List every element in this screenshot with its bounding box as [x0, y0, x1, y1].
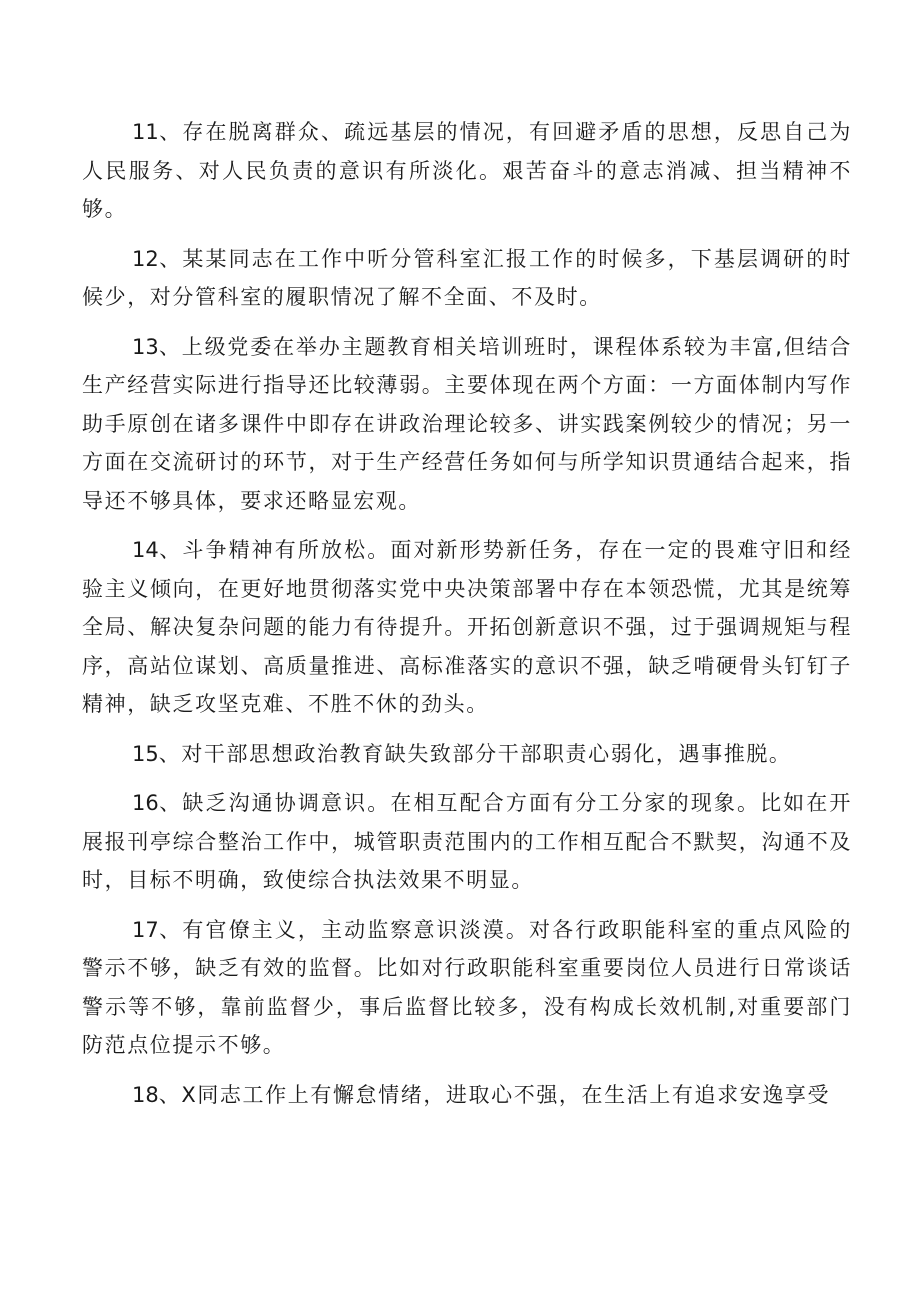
paragraph-number: 16 [132, 791, 159, 815]
paragraph-number: 15 [132, 741, 159, 766]
paragraph-13 [82, 328, 852, 521]
paragraph-text: 、有官僚主义，主动监察意识淡漠。对各行政职能科室的重点风险的警示不够，缺乏有效的监督。比如对行政职能科室重要岗位人员进行日常谈话警示等不够，靠前监督少，事后监督比较多，没有构成长效机制,对重要部门防范点位提示不够。 [82, 917, 852, 1057]
paragraph-text: 、某某同志在工作中听分管科室汇报工作的时候多，下基层调研的时候少，对分管科室的履职情况了解不全面、不及时。 [82, 246, 852, 309]
paragraph-number: 14 [132, 538, 159, 562]
paragraph-text: 、斗争精神有所放松。面对新形势新任务，存在一定的畏难守旧和经验主义倾向，在更好地贯彻落实党中央决策部署中存在本领恐慌，尤其是统筹全局、解决复杂问题的能力有待提升。开拓创新意识不强，过于强调规矩与程序，高站位谋划、高质量推进、高标准落实的意识不强，缺乏啃硬骨头钉钉子精神，缺乏攻坚克难、不胜不休的劲头。 [82, 538, 852, 716]
paragraph-18 [82, 1076, 852, 1115]
paragraph-16 [82, 784, 852, 900]
paragraph-11 [82, 113, 852, 229]
paragraph-number: 13 [132, 334, 159, 359]
paragraph-number: 18 [132, 1082, 159, 1107]
paragraph-14 [82, 531, 852, 724]
paragraph-text: 、缺乏沟通协调意识。在相互配合方面有分工分家的现象。比如在开展报刊亭综合整治工作中，城管职责范围内的工作相互配合不默契，沟通不及时，目标不明确，致使综合执法效果不明显。 [82, 791, 852, 892]
paragraph-17 [82, 911, 852, 1065]
paragraph-number: 12 [132, 246, 159, 271]
paragraph-15 [82, 735, 852, 774]
paragraph-text: 、X同志工作上有懈怠情绪，进取心不强，在生活上有追求安逸享受 [158, 1082, 831, 1107]
paragraph-text: 、存在脱离群众、疏远基层的情况，有回避矛盾的思想，反思自己为人民服务、对人民负责的意识有所淡化。艰苦奋斗的意志消减、担当精神不够。 [82, 120, 852, 221]
document-body [82, 113, 852, 1125]
paragraph-number: 11 [132, 120, 159, 144]
paragraph-number: 17 [132, 917, 159, 942]
paragraph-text: 、对干部思想政治教育缺失致部分干部职责心弱化，遇事推脱。 [158, 741, 792, 766]
paragraph-12 [82, 240, 852, 317]
paragraph-text: 、上级党委在举办主题教育相关培训班时，课程体系较为丰富,但结合生产经营实际进行指导还比较薄弱。主要体现在两个方面：一方面体制内写作助手原创在诸多课件中即存在讲政治理论较多、讲实践案例较少的情况；另一方面在交流研讨的环节，对于生产经营任务如何与所学知识贯通结合起来，指导还不够具体，要求还略显宏观。 [82, 334, 852, 513]
